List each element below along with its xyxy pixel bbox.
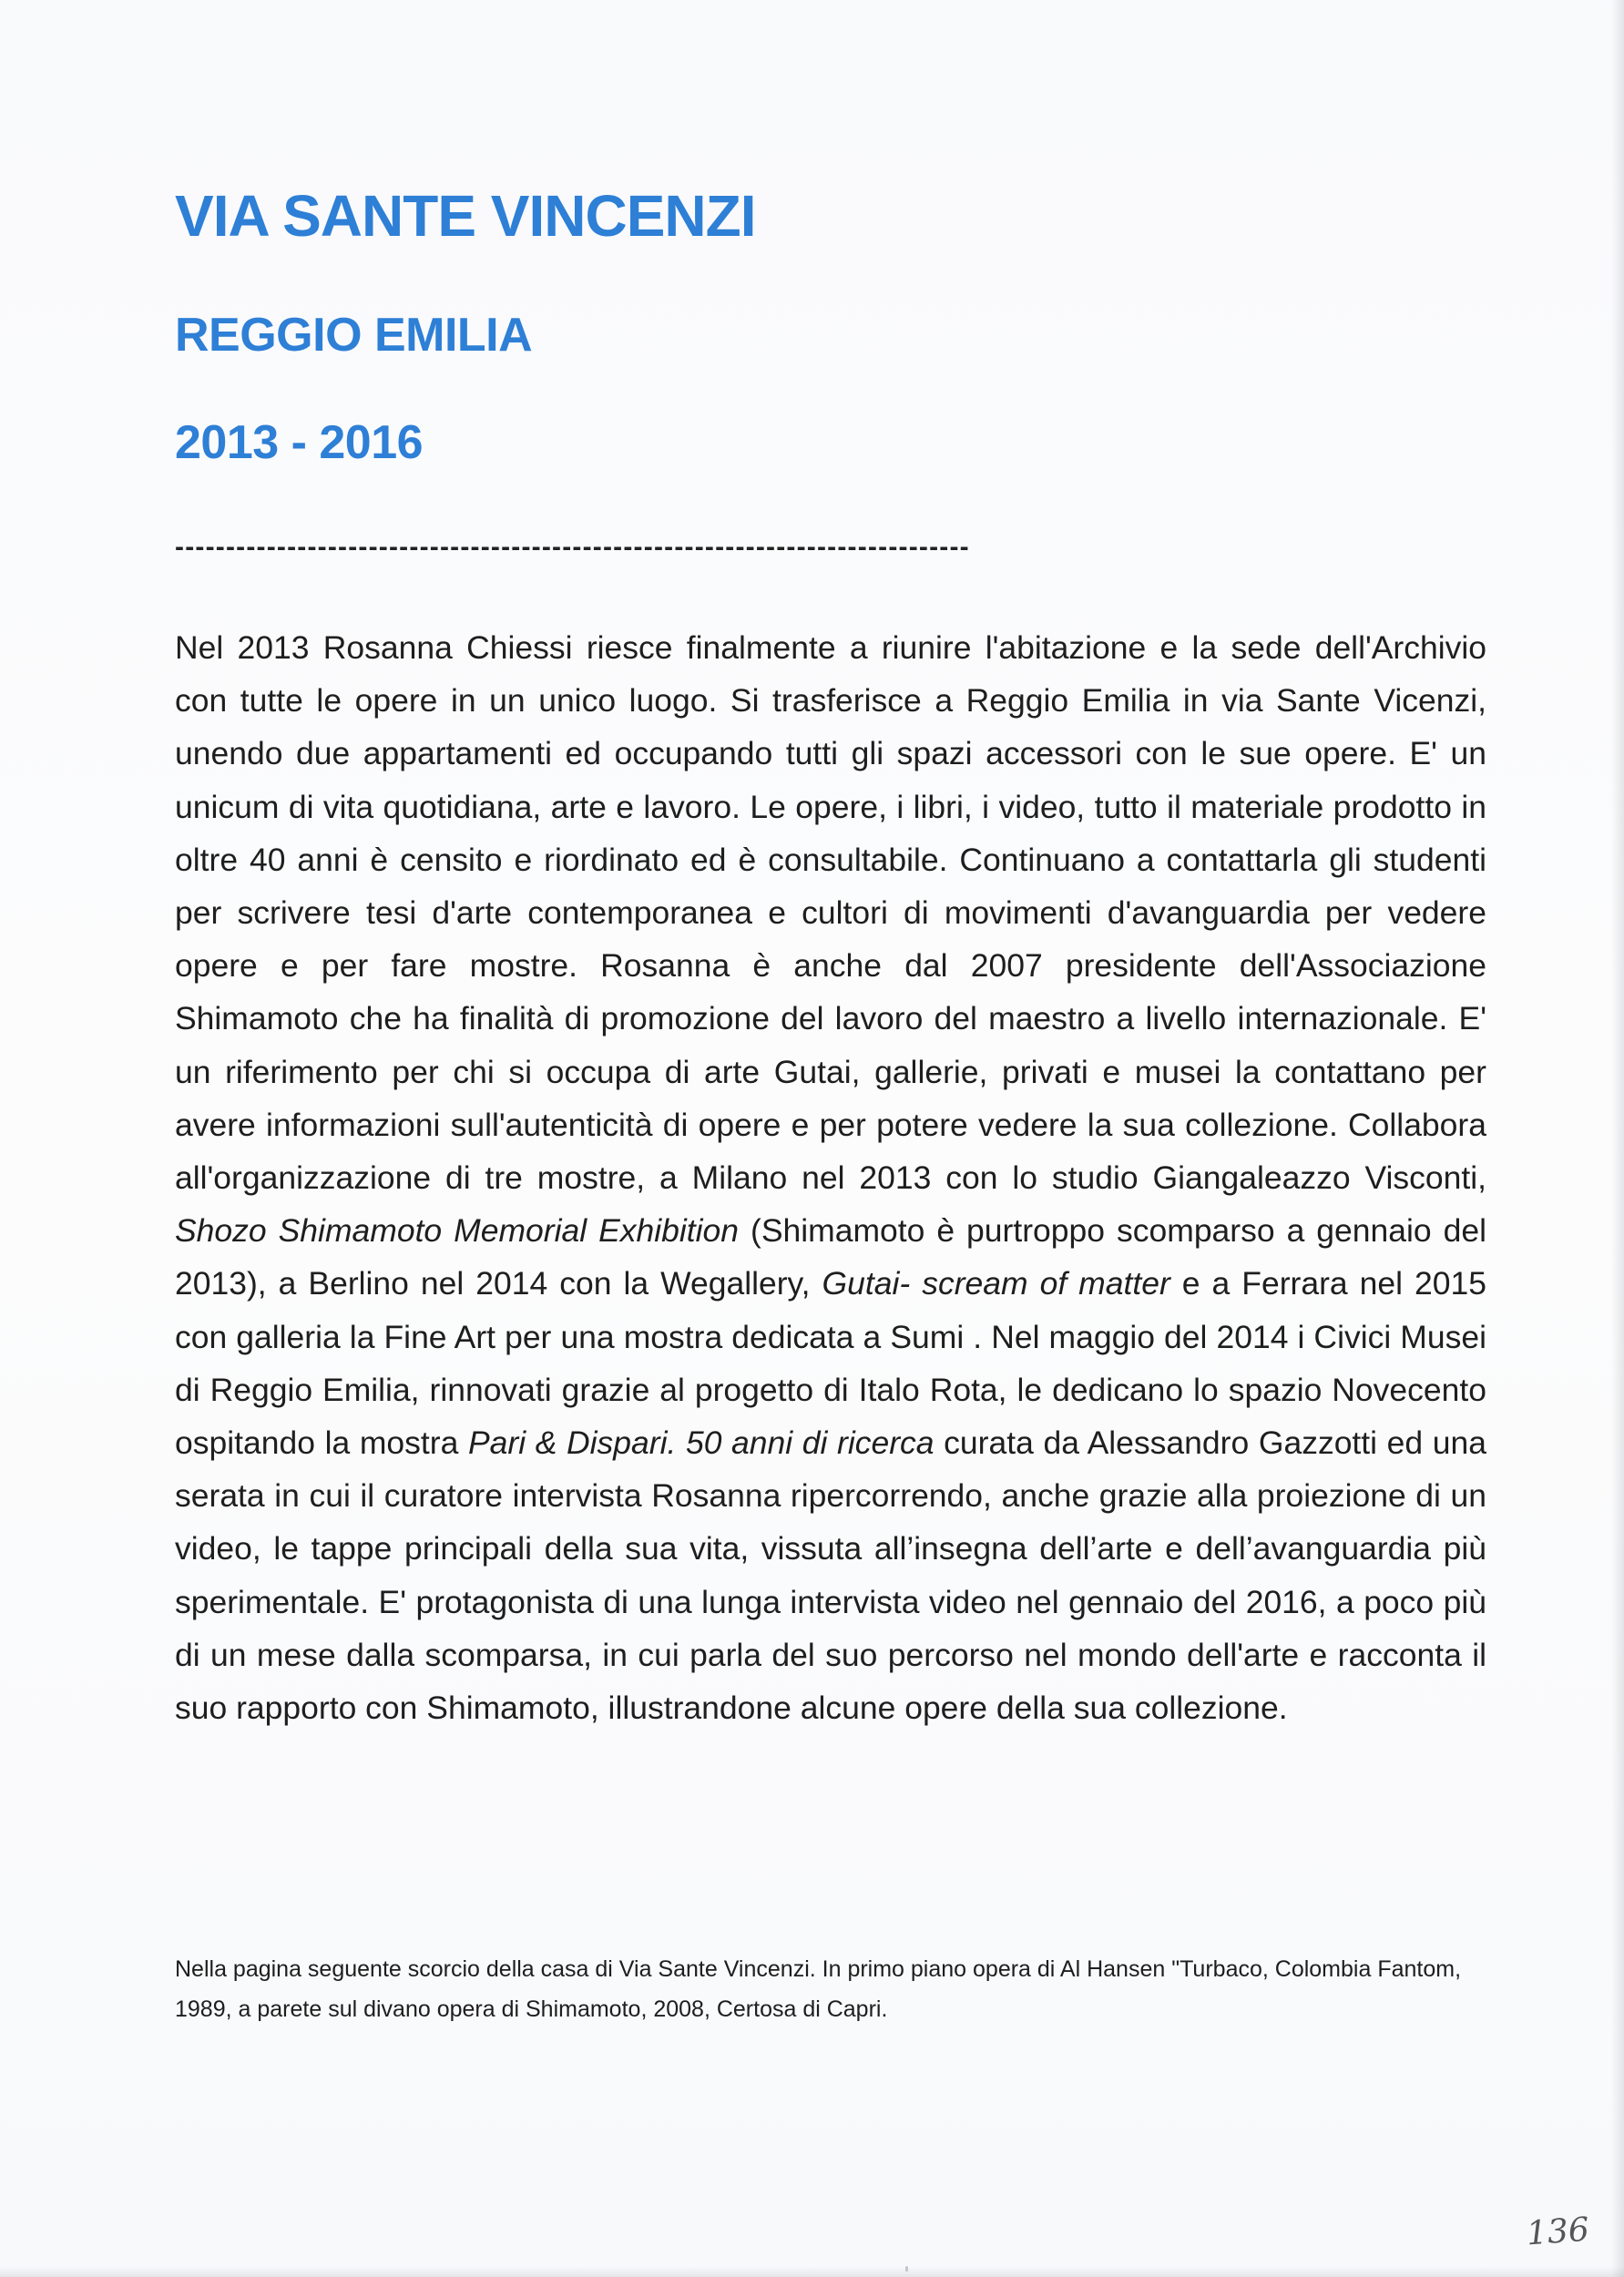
- scan-edge-shadow-bottom: [0, 2266, 1624, 2277]
- body-text-part-1: Nel 2013 Rosanna Chiessi riesce finalmente a riunire l'abitazione e la sede dell'Archivio con tutte le opere in un unico luogo. Si trasferisce a Reggio Emilia in via Sante Vicenzi, unendo due appartamenti ed occupando tutti gli spazi accessori con le sue opere. E' un unicum di vita quotidiana, arte e lavoro. Le opere, i libri, i video, tutto il materiale prodotto in oltre 40 anni è censito e riordinato ed è consultabile. Continuano a contattarla gli studenti per scrivere tesi d'arte contemporanea e cultori di movimenti d'avanguardia per vedere opere e per fare mostre. Rosanna è anche dal 2007 presidente dell'Associazione Shimamoto che ha finalità di promozione del lavoro del maestro a livello internazionale. E' un riferimento per chi si occupa di arte Gutai, gallerie, privati e musei la contattano per avere informazioni sull'autenticità di opere e per potere vedere la sua collezione. Collabora all'organizzazione di tre mostre, a Milano nel 2013 con lo studio Giangaleazzo Visconti,: [175, 629, 1486, 1197]
- body-text-part-3: e a Ferrara nel 2015 con galleria la Fine Art per una mostra dedicata a Sumi . Nel maggio del 2014 i Civici Musei di Reggio Emilia, rinnovati grazie al progetto di Italo Rota, le dedicano lo spazio Novecento ospitando la mostra: [175, 1265, 1487, 1462]
- scan-edge-shadow-right: [1611, 0, 1624, 2277]
- italic-exhibition-title-2: Gutai- scream of matter: [822, 1265, 1170, 1302]
- city-heading: REGGIO EMILIA: [175, 309, 533, 362]
- photo-caption: Nella pagina seguente scorcio della casa di Via Sante Vincenzi. In primo piano opera di Al Hansen "Turbaco, Colombia Fantom, 1989, a parete sul divano opera di Shimamoto, 2008, Certosa di Capri.: [175, 1956, 1462, 2022]
- italic-exhibition-title-3: Pari & Dispari. 50 anni di ricerca: [467, 1424, 935, 1462]
- years-heading: 2013 - 2016: [175, 416, 424, 469]
- body-text-part-4: curata da Alessandro Gazzotti ed una serata in cui il curatore intervista Rosanna ripercorrendo, anche grazie alla proiezione di un video, le tappe principali della sua vita, vissuta all’insegna dell’arte e dell’avanguardia più sperimentale. E' protagonista di una lunga intervista video nel gennaio del 2016, a poco più di un mese dalla scomparsa, in cui parla del suo percorso nel mondo dell'arte e racconta il suo rapporto con Shimamoto, illustrandone alcune opere della sua collezione.: [175, 1424, 1486, 1727]
- italic-exhibition-title-1: Shozo Shimamoto Memorial Exhibition: [175, 1212, 740, 1250]
- handwritten-page-number: 136: [1525, 2211, 1591, 2253]
- page-title: VIA SANTE VINCENZI: [175, 183, 756, 249]
- body-text-part-2: (Shimamoto è purtroppo scomparso a gennaio del 2013), a Berlino nel 2014 con la Wegallery,: [175, 1212, 1486, 1302]
- dashed-divider: ------------------------------------------------------------------------------: [175, 534, 970, 561]
- body-paragraph: [175, 621, 1486, 1734]
